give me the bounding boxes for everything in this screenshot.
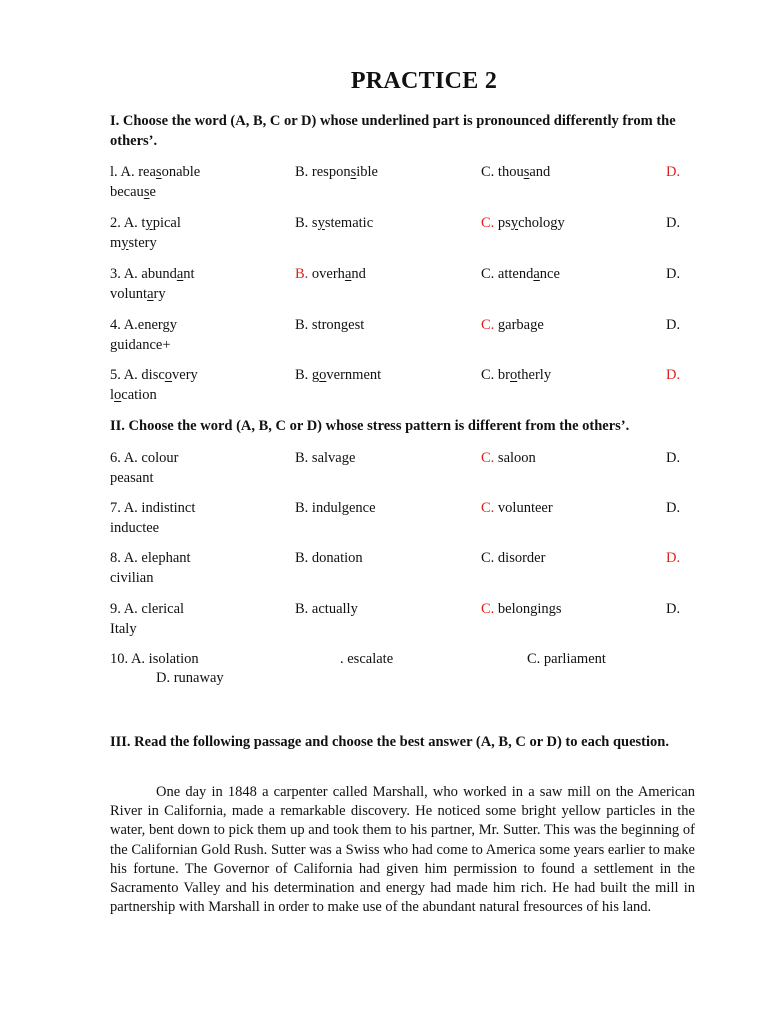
question-10-option-b: . escalate <box>340 651 394 667</box>
option-d-label: D. <box>666 450 681 466</box>
section-1-heading: I. Choose the word (A, B, C or D) whose underlined part is pronounced differently from the others’. <box>110 113 676 149</box>
option-a: 6. A. colour <box>110 450 179 466</box>
option-d-word: voluntary <box>110 285 166 302</box>
reading-passage: One day in 1848 a carpenter called Marshall, who worked in a saw mill on the American River in California, made a remarkable discovery. He noticed some bright yellow particles in the water, bent down to pick them up and took them to his partner, Mr. Sutter. This was the beginning of the Californian Gold Rush. Sutter was a Swiss who had come to America some years earlier to make his fortune. The Governor of California had given him permission to found a settlement in the Sacramento Valley and his determination and energy had made him rich. He had built the mill in partnership with Marshall in order to make use of the abundant natural fresources of his land. <box>110 784 695 916</box>
option-d-word: peasant <box>110 469 154 486</box>
option-a: 3. A. abundant <box>110 266 195 282</box>
option-b: B. strongest <box>295 317 365 333</box>
option-d-label: D. <box>666 500 681 516</box>
option-a: 2. A. typical <box>110 215 181 231</box>
option-b: B. government <box>295 367 382 383</box>
option-a: 7. A. indistinct <box>110 500 196 516</box>
option-d-label: D. <box>666 317 681 333</box>
option-a: l. A. reasonable <box>110 164 201 180</box>
option-b: B. responsible <box>295 164 378 180</box>
section-2-heading: II. Choose the word (A, B, C or D) whose stress pattern is different from the others’. <box>110 418 630 434</box>
question-7 <box>110 499 710 543</box>
option-c: C. brotherly <box>481 367 552 383</box>
option-a: 9. A. clerical <box>110 601 185 617</box>
question-8 <box>110 549 710 593</box>
option-d-label: D. <box>666 601 681 617</box>
section-3-heading: III. Read the following passage and choose the best answer (A, B, C or D) to each question. <box>110 734 669 750</box>
option-c: C. psychology <box>481 215 565 231</box>
question-1 <box>110 163 710 207</box>
option-c: C. volunteer <box>481 500 553 516</box>
question-6 <box>110 449 710 493</box>
option-c: C. thousand <box>481 164 551 180</box>
option-d-word: mystery <box>110 234 157 251</box>
option-d-word: because <box>110 183 156 200</box>
option-a: 8. A. elephant <box>110 550 191 566</box>
option-b: B. systematic <box>295 215 374 231</box>
option-b: B. indulgence <box>295 500 376 516</box>
option-d-label: D. <box>666 367 681 383</box>
option-b: B. salvage <box>295 450 356 466</box>
option-d-label: D. <box>666 215 681 231</box>
question-10-option-c: C. parliament <box>527 651 606 667</box>
question-4 <box>110 316 710 360</box>
question-9 <box>110 600 710 644</box>
option-d-word: location <box>110 386 157 403</box>
option-c: C. disorder <box>481 550 546 566</box>
option-d-word: civilian <box>110 569 154 586</box>
option-b: B. donation <box>295 550 363 566</box>
option-c: C. saloon <box>481 450 536 466</box>
question-5 <box>110 366 710 410</box>
question-3 <box>110 265 710 309</box>
option-c: C. attendance <box>481 266 560 282</box>
option-d-word: inductee <box>110 519 160 536</box>
option-b: B. actually <box>295 601 358 617</box>
option-a: 4. A.energy <box>110 317 177 333</box>
option-c: C. belongings <box>481 601 562 617</box>
option-b: B. overhand <box>295 266 366 282</box>
page-title: PRACTICE 2 <box>350 68 498 94</box>
option-a: 5. A. discovery <box>110 367 198 383</box>
option-d-label: D. <box>666 266 681 282</box>
option-d-word: guidance+ <box>110 336 171 353</box>
option-d-word: Italy <box>110 620 137 637</box>
question-10-option-d: D. runaway <box>156 670 224 686</box>
option-c: C. garbage <box>481 317 544 333</box>
question-2 <box>110 214 710 258</box>
option-d-label: D. <box>666 550 681 566</box>
option-d-label: D. <box>666 164 681 180</box>
question-10-option-a: 10. A. isolation <box>110 651 199 667</box>
